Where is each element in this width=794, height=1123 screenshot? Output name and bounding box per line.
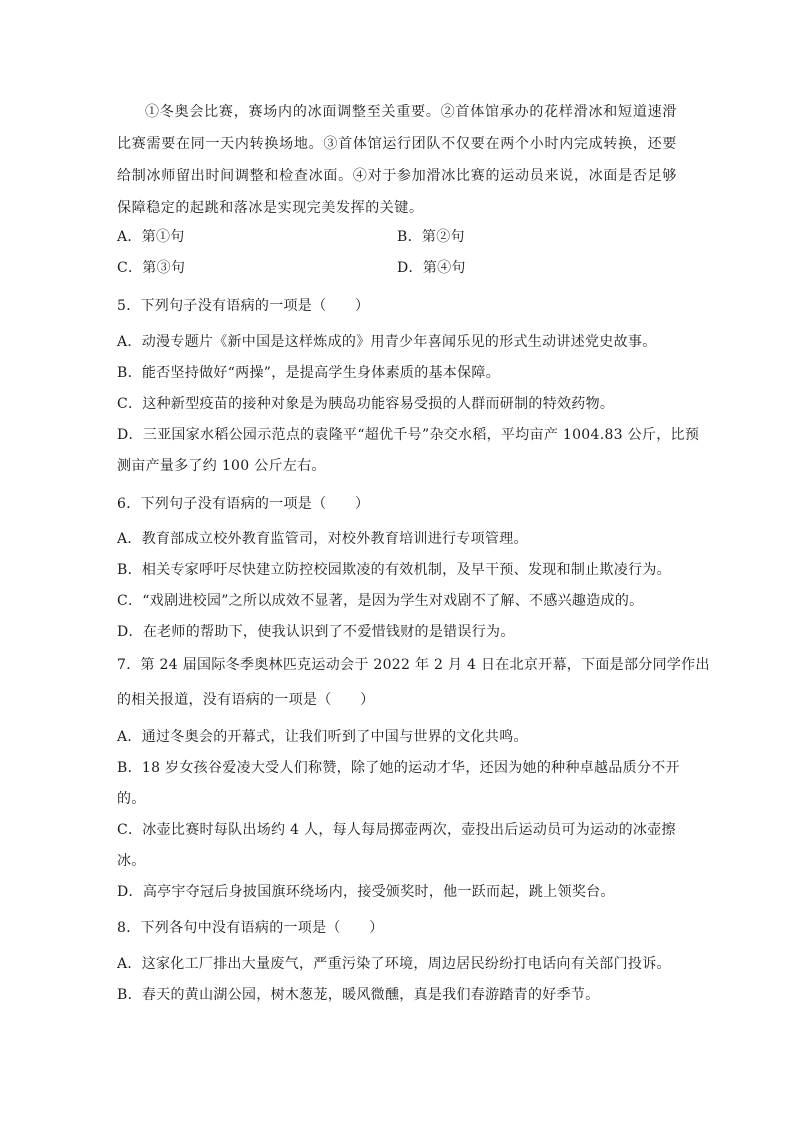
q8-option-a: A．这家化工厂排出大量废气，严重污染了环境，周边居民纷纷打电话向有关部门投诉。 bbox=[117, 956, 671, 972]
q7-option-b-line1: B．18 岁女孩谷爱凌大受人们称赞，除了她的运动才华，还因为她的种种卓越品质分不开 bbox=[117, 760, 680, 776]
q7-option-c-line1: C．冰壶比赛时每队出场约 4 人，每人每局掷壶两次，壶投出后运动员可为运动的冰壶擦 bbox=[117, 822, 676, 838]
q7-option-c-line2: 冰。 bbox=[117, 853, 146, 869]
q7-stem-line2: 的相关报道，没有语病的一项是（ ） bbox=[117, 692, 375, 708]
q5-stem: 5．下列句子没有语病的一项是（ ） bbox=[117, 298, 370, 314]
q7-option-d: D．高亭宇夺冠后身披国旗环绕场内，接受颁奖时，他一跃而起，跳上领奖台。 bbox=[117, 884, 615, 900]
passage-block bbox=[117, 96, 677, 224]
q4-option-c: C．第③句 bbox=[117, 260, 186, 276]
q5-option-d-line2: 测亩产量多了约 100 公斤左右。 bbox=[117, 458, 326, 474]
q7-option-a: A．通过冬奥会的开幕式，让我们听到了中国与世界的文化共鸣。 bbox=[117, 729, 528, 745]
q8-option-b: B．春天的黄山湖公园，树木葱茏，暖风微醺，真是我们春游踏青的好季节。 bbox=[117, 987, 600, 1003]
q5-option-b: B．能否坚持做好“两操”，是提高学生身体素质的基本保障。 bbox=[117, 365, 501, 381]
q6-option-b: B．相关专家呼吁尽快建立防控校园欺凌的有效机制，及早干预、发现和制止欺凌行为。 bbox=[117, 562, 671, 578]
q7-stem-line1: 7．第 24 届国际冬季奥林匹克运动会于 2022 年 2 月 4 日在北京开幕，下面是部分同学作出 bbox=[117, 657, 710, 673]
q6-option-a: A．教育部成立校外教育监管司，对校外教育培训进行专项管理。 bbox=[117, 531, 528, 547]
passage-text: ①冬奥会比赛，赛场内的冰面调整至关重要。②首体馆承办的花样滑冰和短道速滑比赛需要在同一天内转换场地。③首体馆运行团队不仅要在两个小时内完成转换，还要给制冰师留出时间调整和检查冰面。④对于参加滑冰比赛的运动员来说，冰面是否足够保障稳定的起跳和落冰是实现完美发挥的关键。 bbox=[117, 104, 677, 216]
q5-option-d-line1: D．三亚国家水稻公园示范点的袁隆平“超优千号”杂交水稻，平均亩产 1004.83 公斤，比预 bbox=[117, 427, 700, 443]
q4-option-d: D．第④句 bbox=[397, 260, 466, 276]
q7-option-b-line2: 的。 bbox=[117, 791, 146, 807]
q5-option-a: A．动漫专题片《新中国是这样炼成的》用青少年喜闻乐见的形式生动讲述党史故事。 bbox=[117, 334, 657, 350]
q6-option-d: D．在老师的帮助下，使我认识到了不爱惜钱财的是错误行为。 bbox=[117, 624, 515, 640]
q6-option-c: C．“戏剧进校园”之所以成效不显著，是因为学生对戏剧不了解、不感兴趣造成的。 bbox=[117, 593, 644, 609]
q4-option-b: B．第②句 bbox=[397, 229, 465, 245]
q5-option-c: C．这种新型疫苗的接种对象是为胰岛功能容易受损的人群而研制的特效药物。 bbox=[117, 396, 615, 412]
q4-option-a: A．第①句 bbox=[117, 229, 185, 245]
q6-stem: 6．下列句子没有语病的一项是（ ） bbox=[117, 496, 370, 512]
q8-stem: 8．下列各句中没有语病的一项是（ ） bbox=[117, 920, 384, 936]
